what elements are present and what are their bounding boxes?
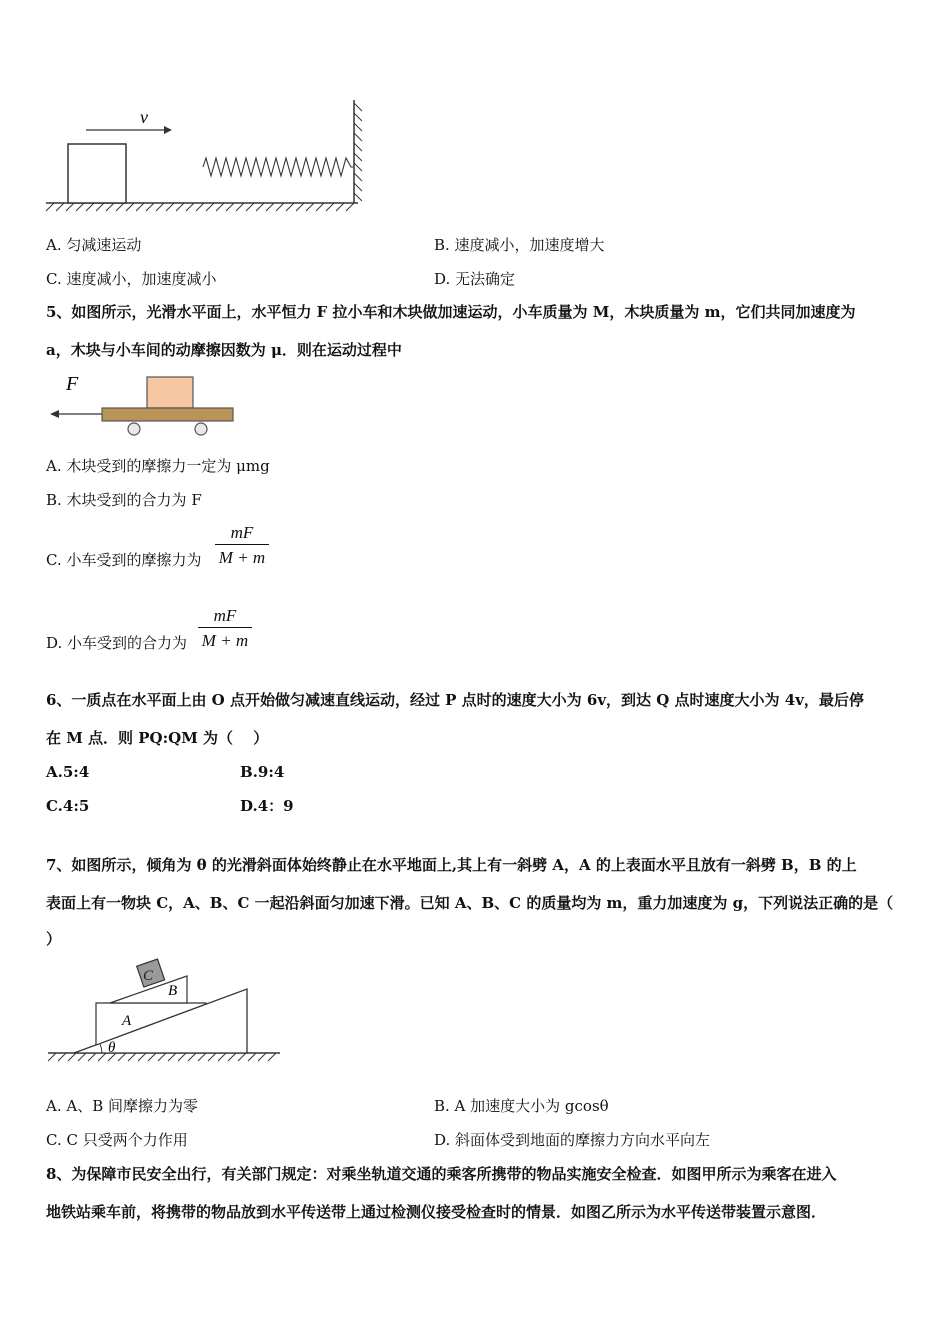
q5-option-c-denominator: M + m: [218, 548, 266, 567]
q8-stem-line-2: 地铁站乘车前，将携带的物品放到水平传送带上通过检测仪接受检查时的情景．如图乙所示为水平传送带装置示意图．: [46, 1203, 827, 1221]
q4-option-b: B. 速度减小，加速度增大: [434, 236, 605, 254]
q7-figure: [44, 958, 284, 1068]
q4-option-c: C. 速度减小，加速度减小: [46, 270, 217, 288]
q7-option-d: D. 斜面体受到地面的摩擦力方向水平向左: [434, 1131, 711, 1149]
q5-option-a: A. 木块受到的摩擦力一定为 μmg: [46, 457, 270, 475]
q5-option-d-fraction: [198, 606, 252, 651]
q5-option-b: B. 木块受到的合力为 F: [46, 491, 202, 509]
q4-velocity-label: v: [140, 107, 148, 127]
q7-stem-line-2: 表面上有一物块 C，A、B、C 一起沿斜面匀加速下滑。已知 A、B、C 的质量均为 m，重力加速度为 g，下列说法正确的是（: [46, 894, 894, 912]
q5-stem-line-2: a，木块与小车间的动摩擦因数为 μ．则在运动过程中: [46, 341, 402, 359]
q4-ground-hatch: [46, 203, 354, 211]
q4-spring: [203, 158, 354, 176]
q5-cart-wheel-left: [128, 423, 140, 435]
q7-stem-line-1: 7、如图所示，倾角为 θ 的光滑斜面体始终静止在水平地面上,其上有一斜劈 A，A 的上表面水平且放有一斜劈 B，B 的上: [46, 856, 857, 874]
q5-figure: [44, 368, 244, 440]
q5-option-c-fraction: [215, 523, 269, 568]
q6-option-a: A.5:4: [46, 763, 90, 781]
q7-stem-line-3: ）: [46, 930, 62, 948]
q5-force-label: F: [66, 373, 79, 395]
q5-option-d-numerator: mF: [198, 606, 252, 628]
q4-option-a: A. 匀减速运动: [46, 236, 142, 254]
q5-force-arrow-head: [50, 410, 59, 418]
q4-wall-hatch: [354, 103, 362, 201]
q5-option-c-text: C. 小车受到的摩擦力为: [46, 551, 202, 569]
q7-option-b: B. A 加速度大小为 gcosθ: [434, 1097, 609, 1115]
q5-cart-wheel-right: [195, 423, 207, 435]
q7-label-b: B: [168, 983, 178, 999]
q5-wood-block: [147, 377, 193, 408]
q6-option-b: B.9:4: [240, 763, 285, 781]
q5-stem-line-1: 5、如图所示，光滑水平面上，水平恒力 F 拉小车和木块做加速运动，小车质量为 M，木块质量为 m，它们共同加速度为: [46, 303, 856, 321]
q4-block: [68, 144, 126, 203]
q4-figure: [40, 95, 370, 215]
q7-label-c: C: [143, 968, 154, 984]
q7-ground-hatch: [48, 1053, 276, 1061]
q5-cart-board: [102, 408, 233, 421]
q7-option-c: C. C 只受两个力作用: [46, 1131, 188, 1149]
q8-stem-line-1: 8、为保障市民安全出行，有关部门规定：对乘坐轨道交通的乘客所携带的物品实施安全检查．如图甲所示为乘客在进入: [46, 1165, 837, 1183]
q7-label-theta: θ: [108, 1040, 116, 1056]
q7-option-a: A. A、B 间摩擦力为零: [46, 1097, 198, 1115]
q7-label-a: A: [122, 1013, 132, 1029]
q5-option-d-denominator: M + m: [201, 631, 249, 650]
q4-option-d: D. 无法确定: [434, 270, 516, 288]
q4-arrow-head: [164, 126, 172, 134]
q6-option-c: C.4:5: [46, 797, 90, 815]
q6-option-d: D.4：9: [240, 797, 294, 815]
q6-stem-line-2: 在 M 点．则 PQ:QM 为（ ）: [46, 729, 269, 747]
q5-option-d-text: D. 小车受到的合力为: [46, 634, 188, 652]
q6-stem-line-1: 6、一质点在水平面上由 O 点开始做匀减速直线运动，经过 P 点时的速度大小为 6v，到达 Q 点时速度大小为 4v，最后停: [46, 691, 864, 709]
q5-option-c-numerator: mF: [215, 523, 269, 545]
